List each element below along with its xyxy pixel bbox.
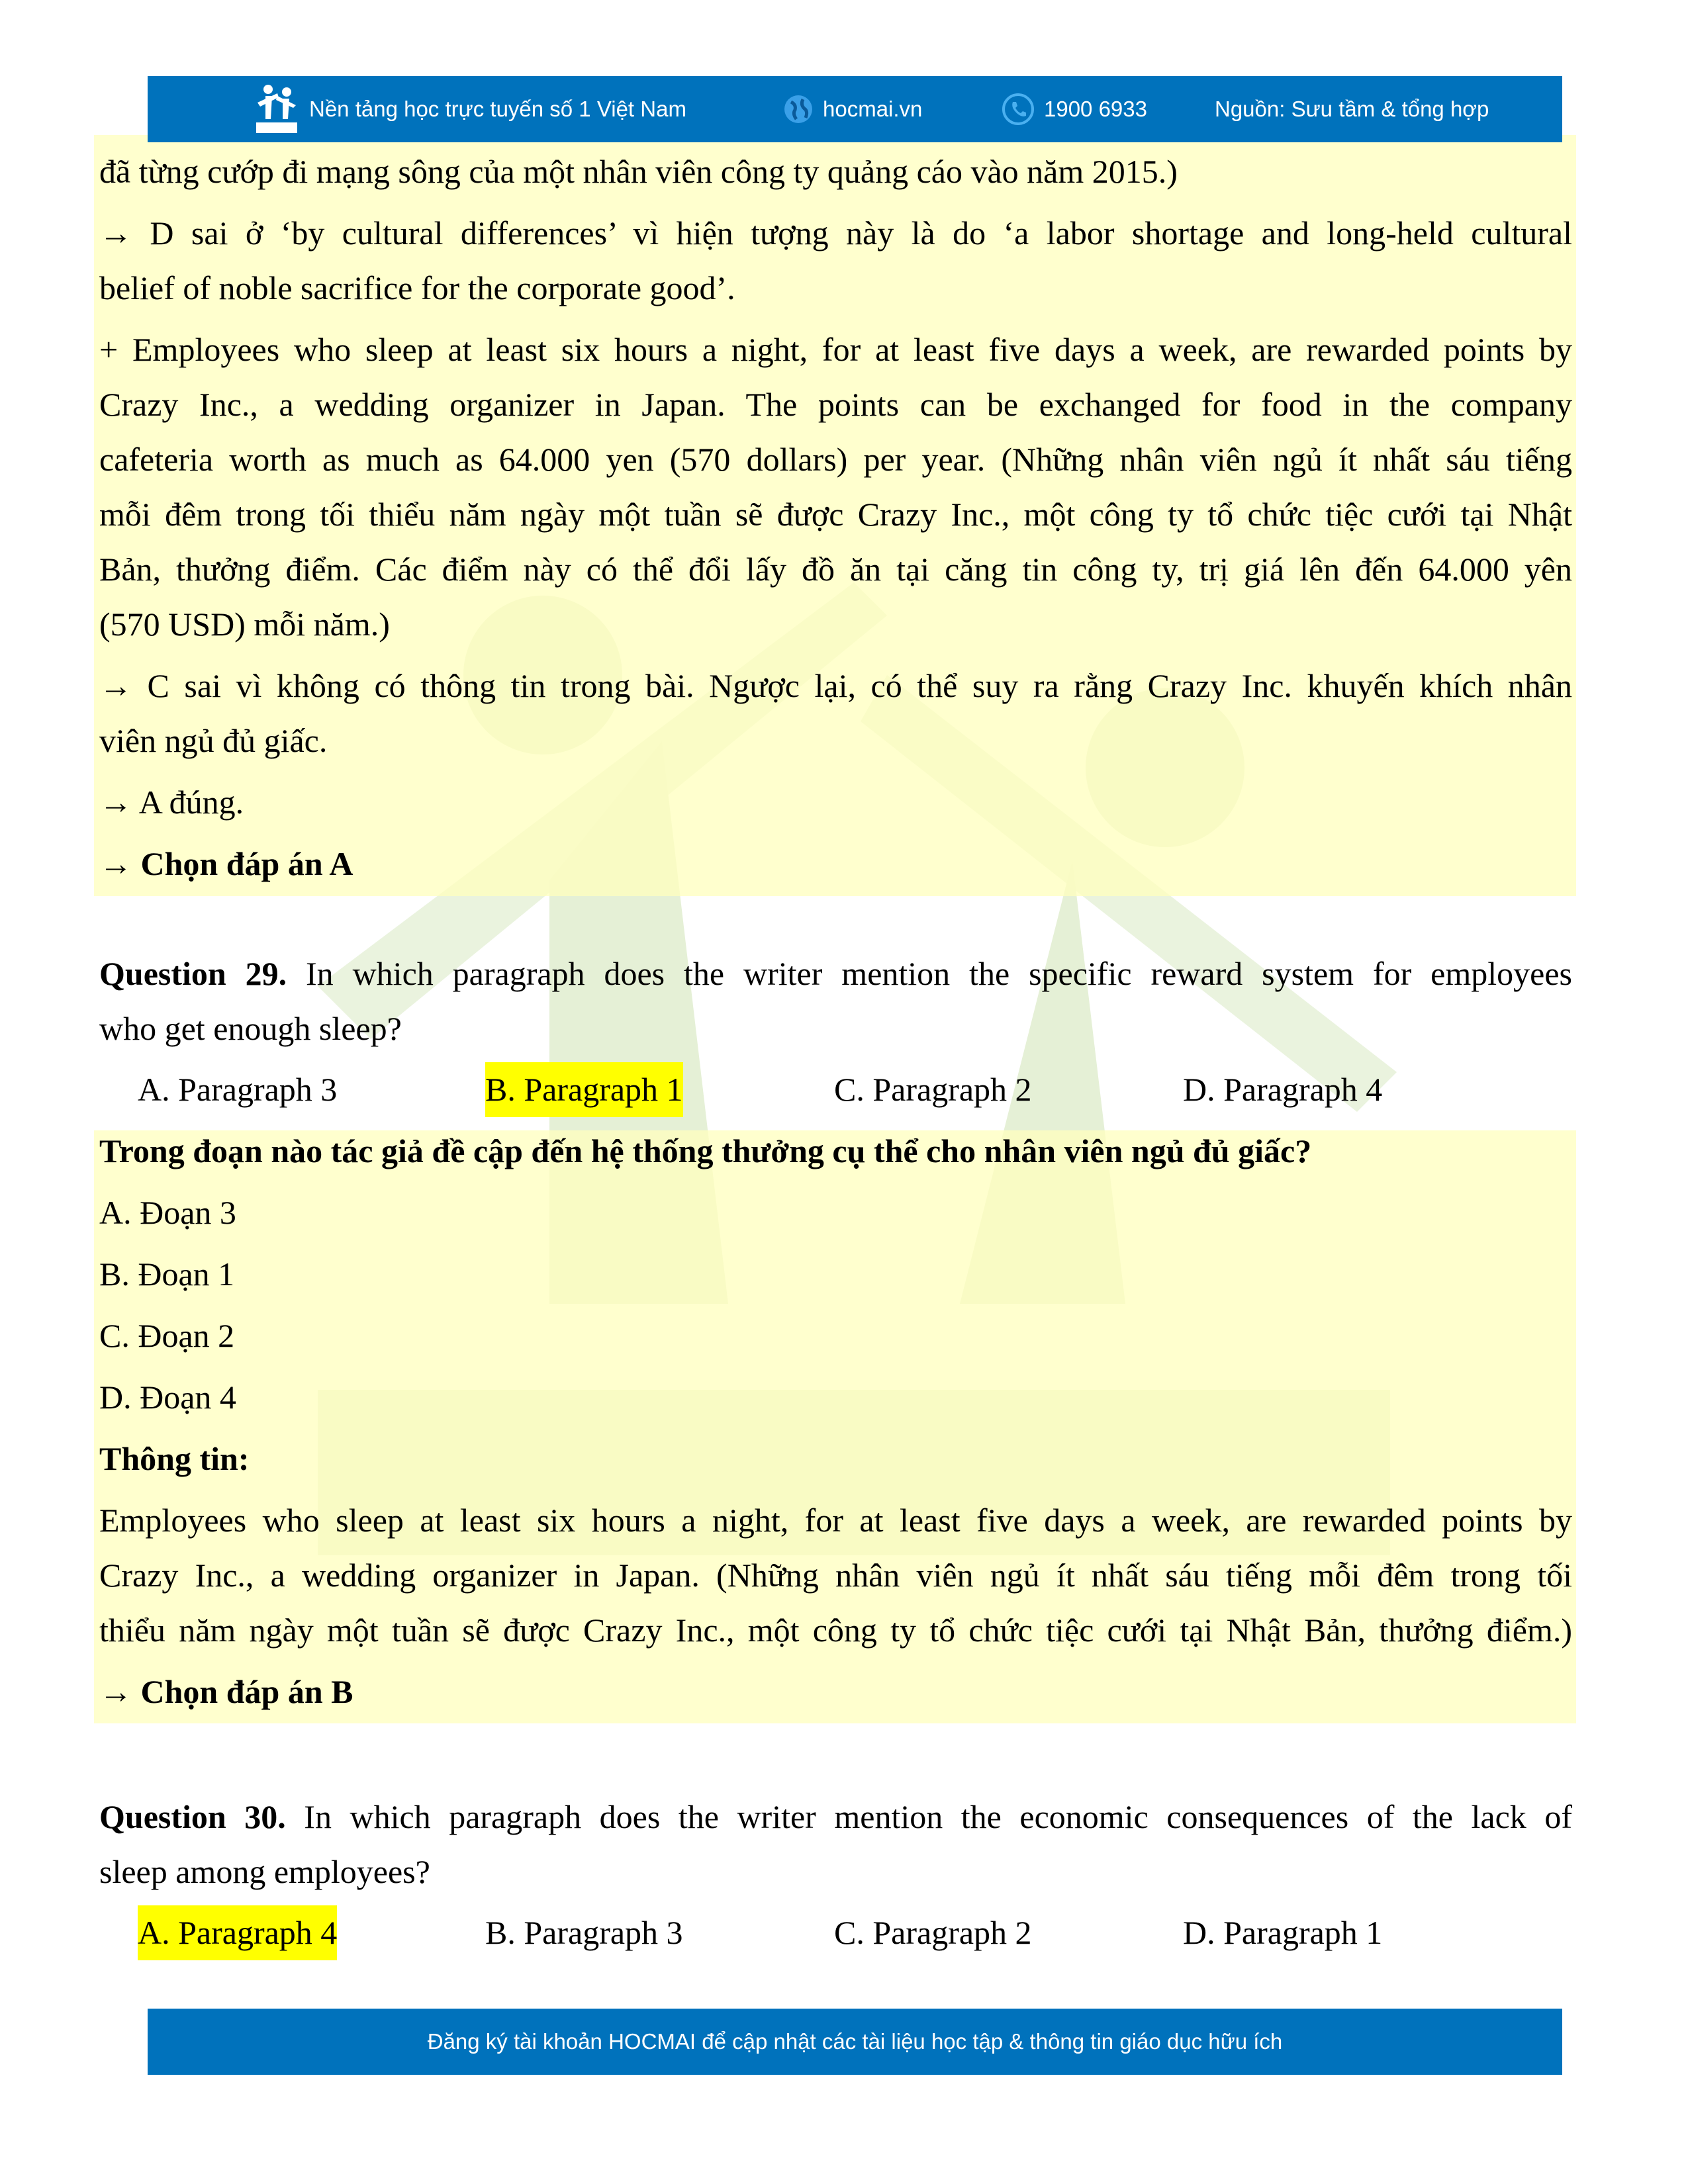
question-30-label: Question 30.	[99, 1798, 286, 1835]
explanation-line: Bản, thưởng điểm. Các điểm này có thể đổi lấy đồ ăn tại căng tin công ty, trị giá lên đến 64.000 yên	[99, 551, 1572, 588]
option-vi-d: D. Đoạn 4	[99, 1379, 236, 1416]
question-30-line: sleep among employees?	[99, 1853, 430, 1890]
header-tagline-item	[254, 76, 686, 142]
explanation-text-block-2	[99, 1124, 1572, 1719]
explanation-paragraph	[99, 775, 1572, 830]
question-29-line: Question 29. In which paragraph does the writer mention the specific reward system for employees	[99, 955, 1572, 992]
explanation-line: viên ngủ đủ giấc.	[99, 722, 328, 759]
footer-banner[interactable]	[148, 2009, 1562, 2075]
explanation-line: → D sai ở ‘by cultural differences’ vì hiện tượng này là do ‘a labor shortage and long-held cultural	[99, 214, 1572, 251]
question-vi: Trong đoạn nào tác giả đề cập đến hệ thống thưởng cụ thể cho nhân viên ngủ đủ giấc?	[99, 1132, 1312, 1169]
explanation-paragraph	[99, 659, 1572, 768]
question-29-line: who get enough sleep?	[99, 1010, 402, 1047]
info-label: Thông tin:	[99, 1440, 250, 1477]
explanation-line: → Chọn đáp án A	[99, 845, 353, 882]
q29-option-a[interactable]: A. Paragraph 3	[138, 1071, 338, 1108]
explanation-paragraph	[99, 322, 1572, 652]
question-29	[99, 946, 1572, 1056]
explanation-text-block-1	[99, 144, 1572, 891]
header-phone-item[interactable]	[1002, 76, 1147, 142]
question-29-options	[0, 1062, 1688, 1117]
header-banner	[148, 76, 1562, 142]
explanation-line: Crazy Inc., a wedding organizer in Japan. The points can be exchanged for food in the company	[99, 386, 1572, 423]
hocmai-logo-icon	[254, 83, 300, 136]
q29-option-c[interactable]: C. Paragraph 2	[834, 1071, 1032, 1108]
header-website-item[interactable]	[783, 76, 922, 142]
header-website[interactable]: hocmai.vn	[823, 97, 923, 121]
question-29-label: Question 29.	[99, 955, 287, 992]
phone-icon	[1002, 93, 1035, 126]
explanation-line: + Employees who sleep at least six hours a night, for at least five days a week, are rewarded points by	[99, 331, 1572, 368]
header-source-item	[1215, 76, 1489, 142]
explanation-line: cafeteria worth as much as 64.000 yen (570 dollars) per year. (Những nhân viên ngủ ít nhất sáu tiếng	[99, 441, 1572, 478]
q30-option-c[interactable]: C. Paragraph 2	[834, 1914, 1032, 1951]
option-vi-c: C. Đoạn 2	[99, 1317, 235, 1354]
q30-option-b[interactable]: B. Paragraph 3	[485, 1914, 683, 1951]
explanation-line: mỗi đêm trong tối thiểu năm ngày một tuần sẽ được Crazy Inc., một công ty tổ chức tiệc cưới tại Nhật	[99, 496, 1572, 533]
question-30	[99, 1790, 1572, 1899]
q30-option-a-highlighted[interactable]: A. Paragraph 4	[138, 1905, 337, 1960]
question-30-line: Question 30. In which paragraph does the writer mention the economic consequences of the lack of	[99, 1798, 1572, 1835]
q29-option-d[interactable]: D. Paragraph 4	[1183, 1071, 1383, 1108]
q29-option-b-highlighted[interactable]: B. Paragraph 1	[485, 1062, 683, 1117]
explanation-paragraph	[99, 144, 1572, 199]
header-phone[interactable]: 1900 6933	[1044, 97, 1147, 121]
info-line: thiểu năm ngày một tuần sẽ được Crazy Inc., một công ty tổ chức tiệc cưới tại Nhật Bản, thưởng điểm.)	[99, 1612, 1572, 1649]
explanation-paragraph	[99, 837, 1572, 891]
info-line: Employees who sleep at least six hours a night, for at least five days a week, are rewarded points by	[99, 1502, 1572, 1539]
explanation-line: belief of noble sacrifice for the corporate good’.	[99, 269, 735, 306]
explanation-paragraph	[99, 206, 1572, 316]
header-tagline: Nền tảng học trực tuyến số 1 Việt Nam	[309, 97, 686, 121]
header-source: Nguồn: Sưu tầm & tổng hợp	[1215, 97, 1489, 121]
footer-text[interactable]: Đăng ký tài khoản HOCMAI để cập nhật các tài liệu học tập & thông tin giáo dục hữu ích	[427, 2029, 1283, 2054]
explanation-line: → A đúng.	[99, 784, 244, 821]
explanation-line: đã từng cướp đi mạng sông của một nhân viên công ty quảng cáo vào năm 2015.)	[99, 153, 1178, 190]
answer-b: → Chọn đáp án B	[99, 1673, 353, 1710]
explanation-line: → C sai vì không có thông tin trong bài. Ngược lại, có thể suy ra rằng Crazy Inc. khuyến khích nhân	[99, 667, 1572, 704]
option-vi-a: A. Đoạn 3	[99, 1194, 236, 1231]
globe-icon	[783, 94, 814, 124]
option-vi-b: B. Đoạn 1	[99, 1255, 235, 1293]
question-30-options	[0, 1905, 1688, 1960]
info-line: Crazy Inc., a wedding organizer in Japan. (Những nhân viên ngủ ít nhất sáu tiếng mỗi đêm trong tối	[99, 1557, 1572, 1594]
explanation-line: (570 USD) mỗi năm.)	[99, 606, 390, 643]
q30-option-d[interactable]: D. Paragraph 1	[1183, 1914, 1383, 1951]
